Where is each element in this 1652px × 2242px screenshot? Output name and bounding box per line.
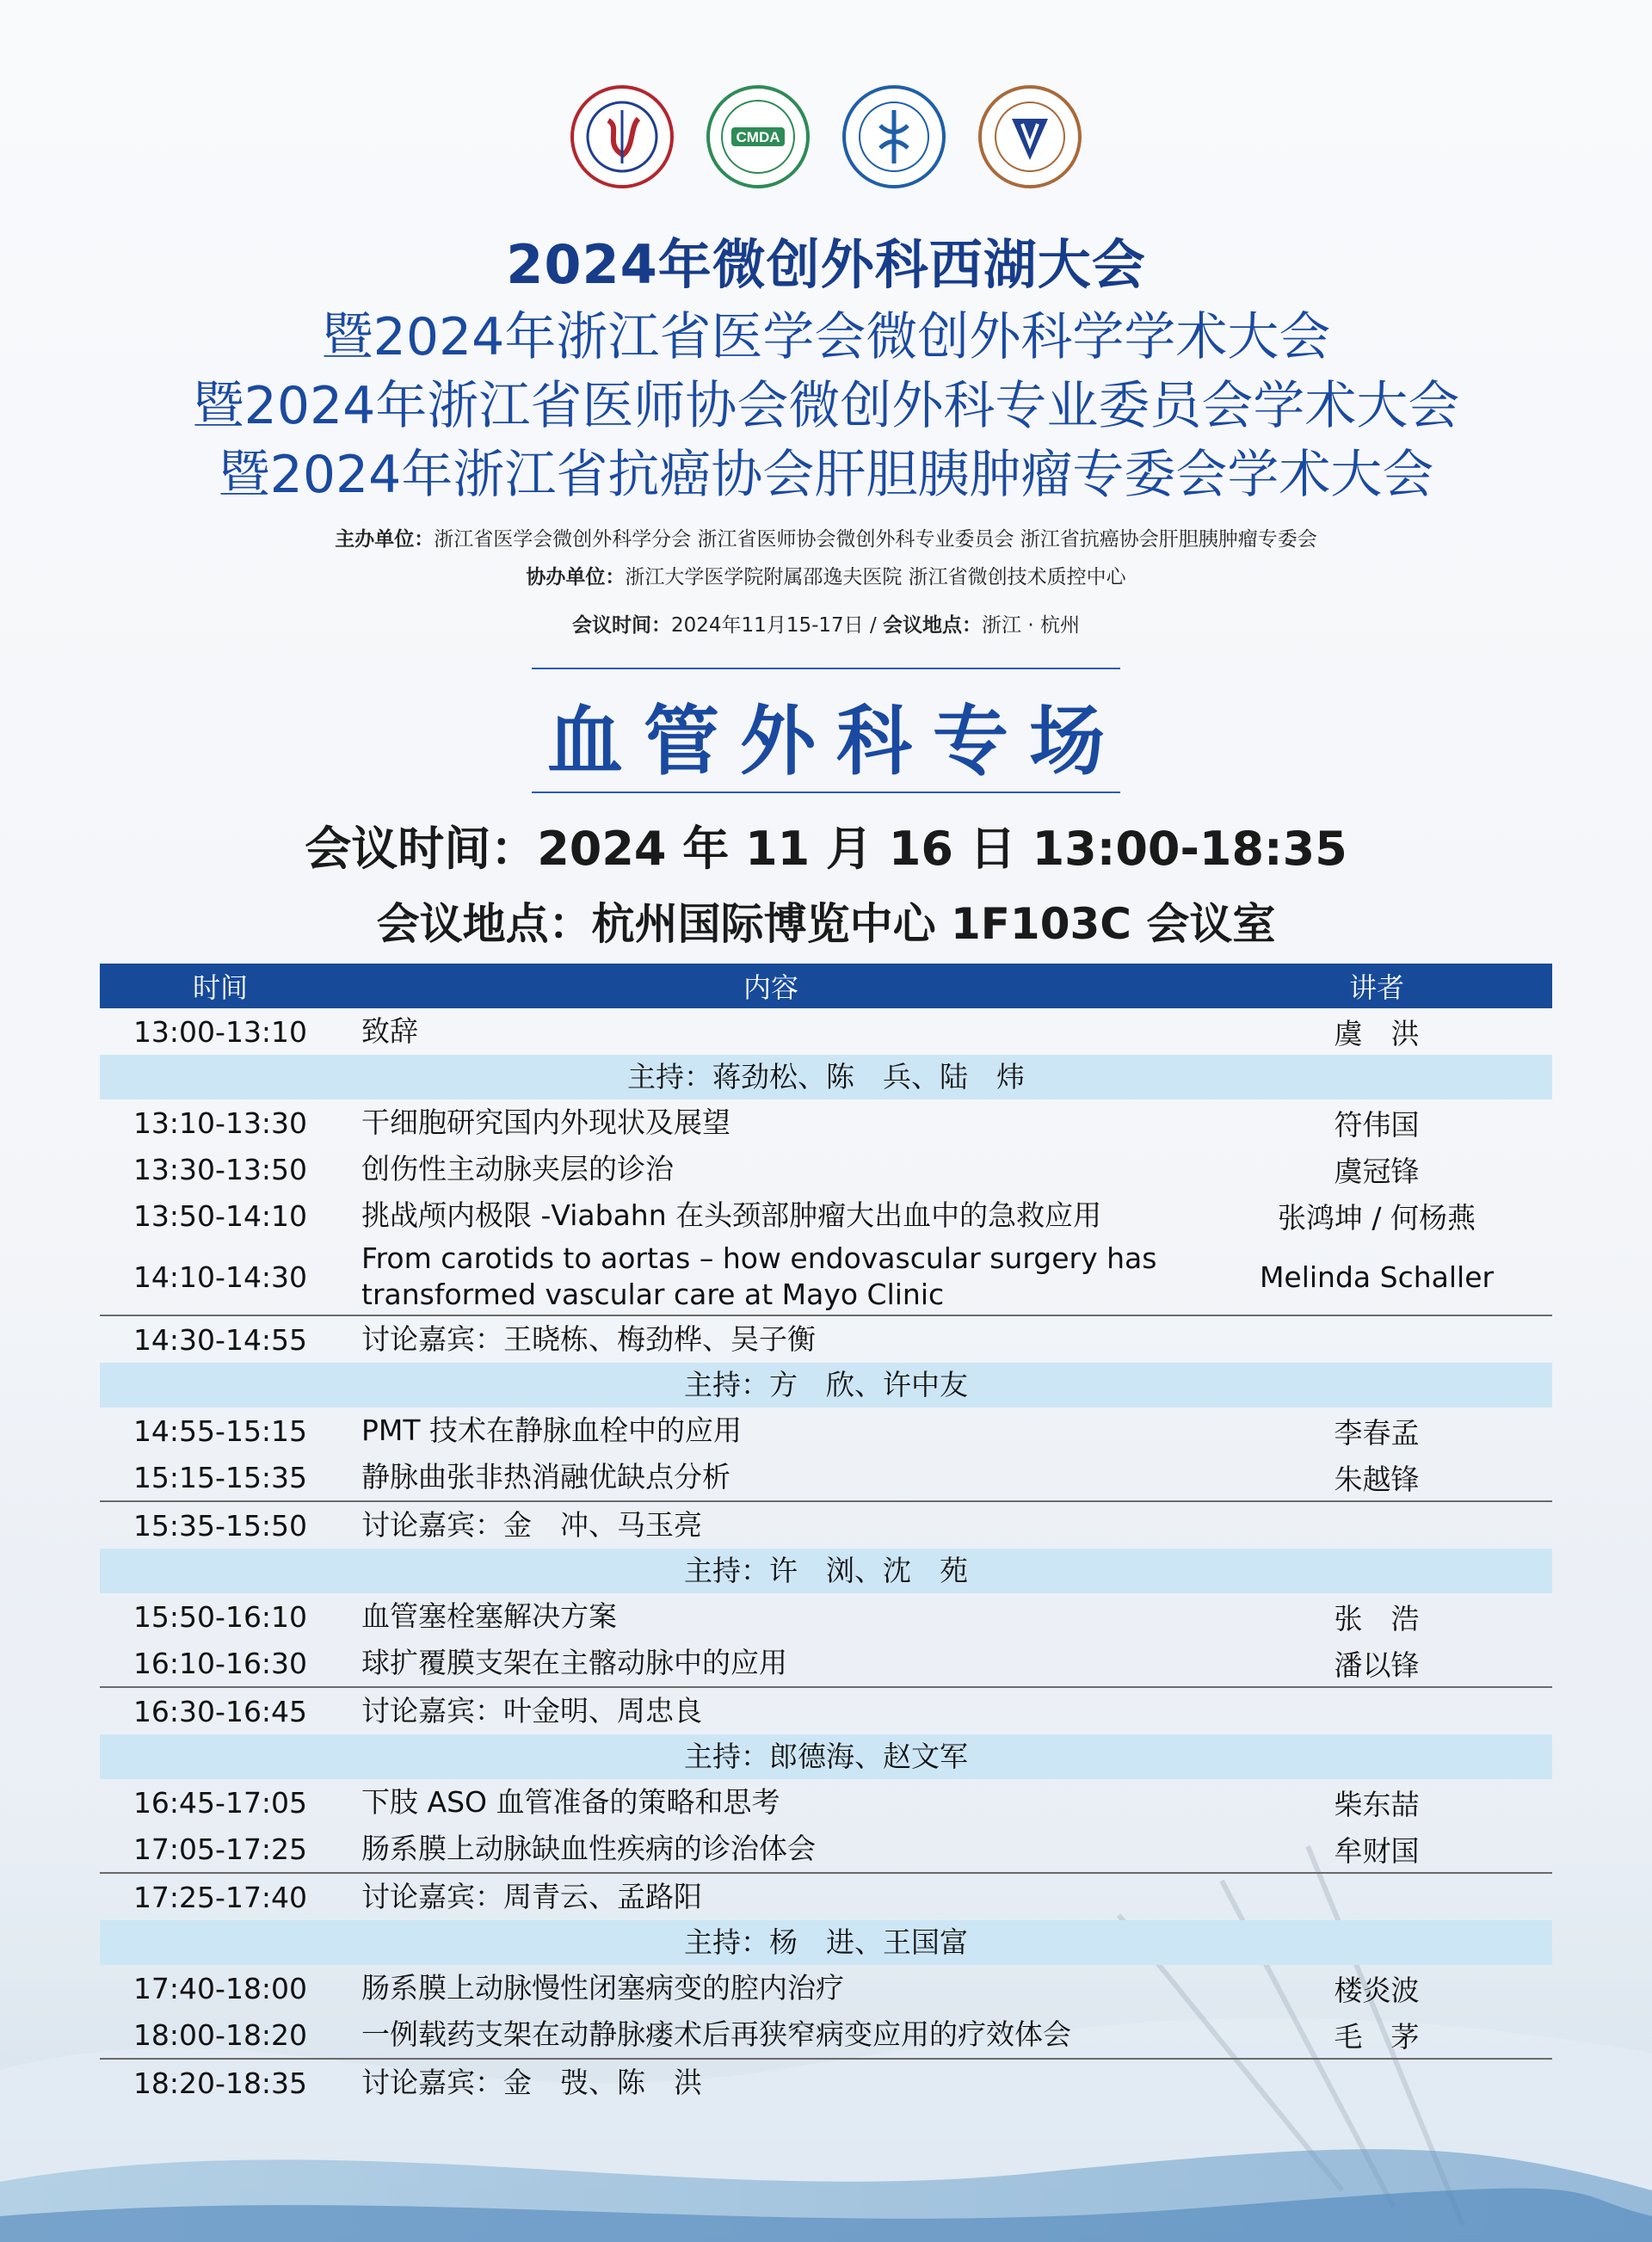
- row-time: 17:40-18:00: [133, 1971, 308, 2005]
- row-topic: 讨论嘉宾：叶金明、周忠良: [361, 1693, 702, 1728]
- row-time: 15:50-16:10: [133, 1599, 308, 1634]
- row-topic: 下肢 ASO 血管准备的策略和思考: [361, 1784, 780, 1819]
- zhejiang-medical-association-logo: [570, 84, 675, 189]
- row-topic: 讨论嘉宾：王晓栋、梅劲桦、吴子衡: [361, 1321, 816, 1356]
- row-time: 16:30-16:45: [133, 1694, 308, 1728]
- row-speaker: Melinda Schaller: [1259, 1260, 1495, 1294]
- row-time: 13:50-14:10: [133, 1198, 308, 1233]
- table-row: [100, 1826, 1552, 1872]
- moderator-row: 主持：郎德海、赵文军: [100, 1734, 1552, 1779]
- row-speaker: 虞冠锋: [1334, 1154, 1420, 1188]
- discussion-row: [100, 1686, 1552, 1734]
- discussion-row: [100, 2058, 1552, 2106]
- table-row: [100, 1965, 1552, 2011]
- moderator-row: 主持：方 欣、许中友: [100, 1363, 1552, 1407]
- row-time: 14:30-14:55: [133, 1322, 308, 1357]
- session-title: 血管外科专场: [546, 697, 1125, 785]
- row-time: 13:30-13:50: [133, 1152, 308, 1186]
- sir-run-run-shaw-hospital-logo: [977, 84, 1082, 189]
- table-row: [100, 1099, 1552, 1146]
- table-row: [100, 1593, 1552, 1640]
- moderator-row: 主持：蒋劲松、陈 兵、陆 炜: [100, 1055, 1552, 1099]
- row-speaker: 朱越锋: [1334, 1462, 1420, 1496]
- table-row: [100, 1640, 1552, 1686]
- row-time: 13:00-13:10: [133, 1014, 308, 1049]
- row-time: 17:05-17:25: [133, 1832, 308, 1866]
- moderator-row: 主持：杨 进、王国富: [100, 1920, 1552, 1965]
- row-time: 18:00-18:20: [133, 2017, 308, 2052]
- header-topic: 内容: [743, 971, 798, 1004]
- table-row: [100, 1239, 1552, 1315]
- row-time: 18:20-18:35: [133, 2066, 308, 2100]
- place-value: 浙江 · 杭州: [982, 614, 1080, 637]
- chinese-anticancer-association-logo: [841, 84, 946, 189]
- table-row: [100, 1779, 1552, 1826]
- row-topic: 球扩覆膜支架在主髂动脉中的应用: [361, 1645, 787, 1679]
- row-topic: 讨论嘉宾：金 弢、陈 洪: [361, 2065, 702, 2099]
- row-speaker: 符伟国: [1334, 1107, 1420, 1142]
- place-label: 会议地点：: [883, 614, 983, 637]
- conference-subtitle-2: 暨2024年浙江省医师协会微创外科专业委员会学术大会: [192, 376, 1460, 436]
- row-time: 16:10-16:30: [133, 1646, 308, 1680]
- moderator-row: 主持：许 浏、沈 苑: [100, 1549, 1552, 1593]
- session-place: 会议地点：杭州国际博览中心 1F103C 会议室: [376, 899, 1276, 949]
- row-topic: 肠系膜上动脉慢性闭塞病变的腔内治疗: [361, 1970, 844, 2005]
- table-row: [100, 1192, 1552, 1239]
- host-label: 主办单位：: [335, 528, 435, 551]
- row-topic: From carotids to aortas – how endovascular surgery has transformed vascular care at Mayo Clinic: [361, 1241, 1157, 1311]
- row-speaker: 牟财国: [1334, 1833, 1420, 1868]
- host-value: 浙江省医学会微创外科学分会 浙江省医师协会微创外科专业委员会 浙江省抗癌协会肝胆胰肿瘤专委会: [434, 528, 1317, 551]
- table-row: [100, 1146, 1552, 1192]
- row-topic: 挑战颅内极限 -Viabahn 在头颈部肿瘤大出血中的急救应用: [361, 1198, 1102, 1232]
- header-time: 时间: [192, 971, 248, 1004]
- row-topic: 讨论嘉宾：金 冲、马玉亮: [361, 1507, 702, 1542]
- host-organizers: [0, 523, 1652, 551]
- row-topic: 致辞: [361, 1013, 418, 1048]
- schedule-body: [100, 1008, 1552, 2106]
- time-value: 2024年11月15-17日 /: [671, 614, 884, 637]
- row-time: 14:55-15:15: [133, 1414, 308, 1448]
- table-row: [100, 2011, 1552, 2058]
- co-label: 协办单位：: [526, 566, 626, 588]
- discussion-row: [100, 1500, 1552, 1549]
- cmda-logo: [706, 84, 811, 189]
- session-time: 会议时间：2024 年 11 月 16 日 13:00-18:35: [305, 822, 1347, 876]
- time-label: 会议时间：: [572, 614, 672, 637]
- row-speaker: 李春孟: [1334, 1415, 1420, 1450]
- co-value: 浙江大学医学院附属邵逸夫医院 浙江省微创技术质控中心: [625, 566, 1126, 588]
- row-time: 17:25-17:40: [133, 1880, 308, 1914]
- table-row: [100, 1407, 1552, 1454]
- row-speaker: 张 浩: [1334, 1601, 1420, 1635]
- divider-bottom: [532, 791, 1120, 793]
- discussion-row: [100, 1872, 1552, 1920]
- row-topic: 创伤性主动脉夹层的诊治: [361, 1151, 674, 1186]
- schedule-table: [100, 964, 1552, 2106]
- row-topic: 静脉曲张非热消融优缺点分析: [361, 1459, 730, 1494]
- conference-title: 2024年微创外科西湖大会: [506, 233, 1146, 296]
- row-speaker: 潘以锋: [1334, 1648, 1420, 1682]
- row-speaker: 毛 茅: [1334, 2019, 1420, 2054]
- schedule-header: [100, 964, 1552, 1008]
- co-organizers: [0, 561, 1652, 589]
- row-topic: 讨论嘉宾：周青云、孟路阳: [361, 1879, 702, 1913]
- conference-subtitle-1: 暨2024年浙江省医学会微创外科学学术大会: [321, 307, 1331, 367]
- row-time: 13:10-13:30: [133, 1106, 308, 1140]
- conference-time-place: [0, 609, 1652, 637]
- row-time: 15:35-15:50: [133, 1508, 308, 1543]
- row-speaker: 楼炎波: [1334, 1973, 1420, 2007]
- row-speaker: 虞 洪: [1334, 1016, 1420, 1050]
- row-time: 16:45-17:05: [133, 1785, 308, 1820]
- header-speaker: 讲者: [1348, 971, 1404, 1004]
- row-time: 15:15-15:35: [133, 1460, 308, 1494]
- row-topic: PMT 技术在静脉血栓中的应用: [361, 1413, 743, 1447]
- discussion-row: [100, 1315, 1552, 1363]
- table-row: [100, 1454, 1552, 1500]
- row-topic: 肠系膜上动脉缺血性疾病的诊治体会: [361, 1831, 816, 1865]
- conference-subtitle-3: 暨2024年浙江省抗癌协会肝胆胰肿瘤专委会学术大会: [218, 445, 1434, 505]
- divider-top: [532, 668, 1120, 669]
- row-topic: 一例载药支架在动静脉瘘术后再狭窄病变应用的疗效体会: [361, 2017, 1071, 2051]
- row-topic: 血管塞栓塞解决方案: [361, 1598, 617, 1633]
- row-speaker: 张鸿坤 / 何杨燕: [1277, 1200, 1476, 1235]
- row-speaker: 柴东喆: [1334, 1787, 1420, 1821]
- row-time: 14:10-14:30: [133, 1260, 308, 1294]
- cmda-logo-text: CMDA: [736, 129, 780, 145]
- logo-row: [0, 84, 1652, 189]
- row-topic: 干细胞研究国内外现状及展望: [361, 1105, 730, 1139]
- table-row: [100, 1008, 1552, 1055]
